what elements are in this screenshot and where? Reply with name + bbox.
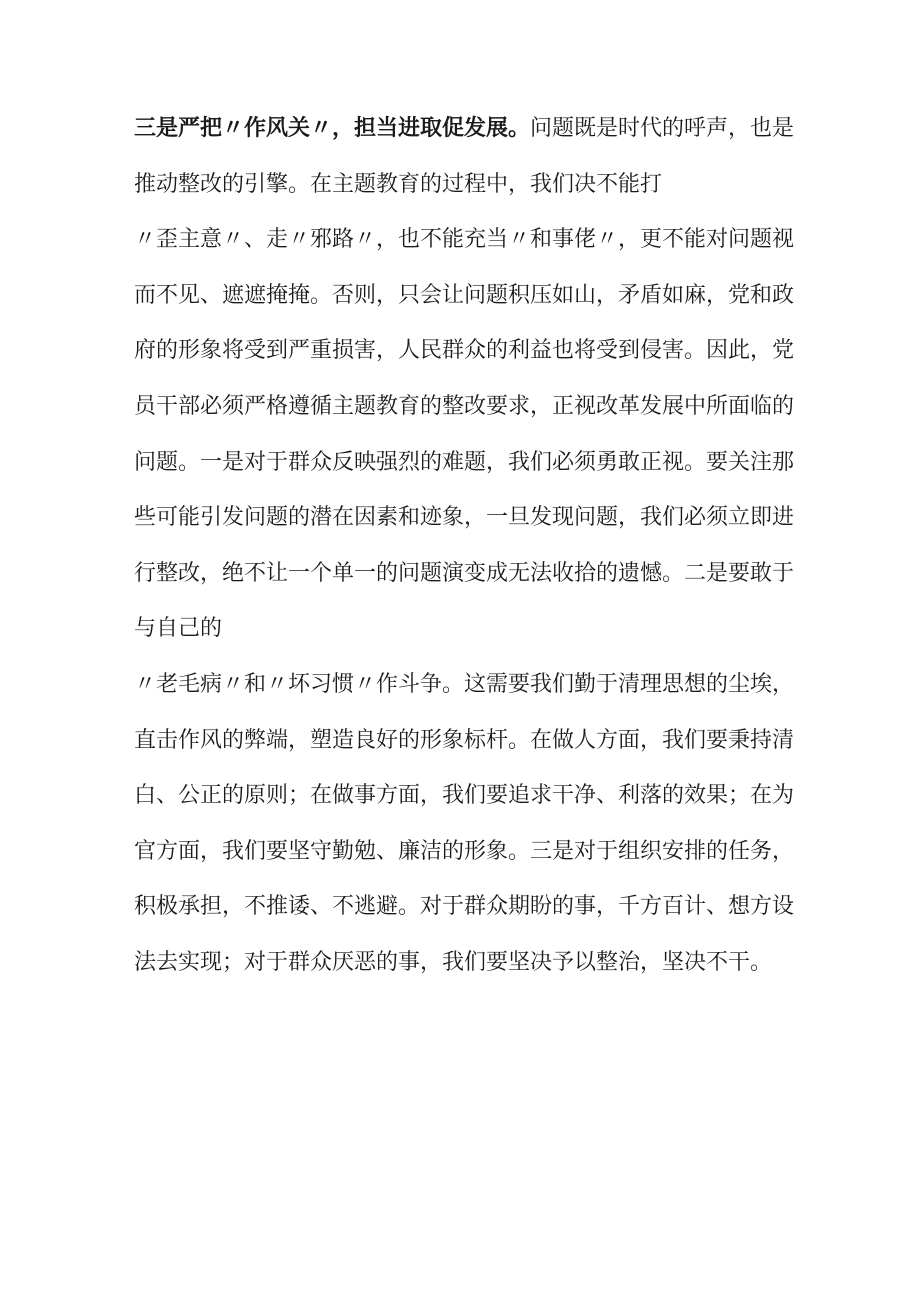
paragraph-line: 员干部必须严格遵循主题教育的整改要求，正视改革发展中所面临的 <box>134 393 795 419</box>
paragraph-line <box>134 118 834 140</box>
paragraph-line: 与自己的 <box>134 616 223 642</box>
line-text: 问题既是时代的呼声，也是 <box>530 116 795 141</box>
paragraph-line: 〃老毛病〃和〃坏习惯〃作斗争。这需要我们勤于清理思想的尘埃， <box>134 671 795 697</box>
section-heading: 三是严把〃作风关〃，担当进取促发展。 <box>134 116 531 141</box>
paragraph-line: 官方面，我们要坚守勤勉、廉洁的形象。三是对于组织安排的任务， <box>134 838 795 864</box>
paragraph-line: 直击作风的弊端，塑造良好的形象标杆。在做人方面，我们要秉持清 <box>134 727 795 753</box>
paragraph-line: 些可能引发问题的潜在因素和迹象，一旦发现问题，我们必须立即进 <box>134 505 795 531</box>
paragraph-line: 推动整改的引擎。在主题教育的过程中，我们决不能打 <box>134 171 663 197</box>
paragraph-line: 积极承担，不推诿、不逃避。对于群众期盼的事，千方百计、想方设 <box>134 894 795 920</box>
paragraph-line: 而不见、遮遮掩掩。否则，只会让问题积压如山，矛盾如麻，党和政 <box>134 282 795 308</box>
paragraph-line: 行整改，绝不让一个单一的问题演变成无法收拾的遗憾。二是要敢于 <box>134 560 795 586</box>
paragraph-line: 〃歪主意〃、走〃邪路〃，也不能充当〃和事佬〃，更不能对问题视 <box>134 227 795 253</box>
paragraph-line: 法去实现；对于群众厌恶的事，我们要坚决予以整治，坚决不干。 <box>134 949 773 975</box>
paragraph-line: 问题。一是对于群众反映强烈的难题，我们必须勇敢正视。要关注那 <box>134 449 795 475</box>
paragraph-line: 府的形象将受到严重损害，人民群众的利益也将受到侵害。因此，党 <box>134 338 795 364</box>
body-paragraph <box>134 118 834 1008</box>
paragraph-line: 白、公正的原则；在做事方面，我们要追求干净、利落的效果；在为 <box>134 783 795 809</box>
